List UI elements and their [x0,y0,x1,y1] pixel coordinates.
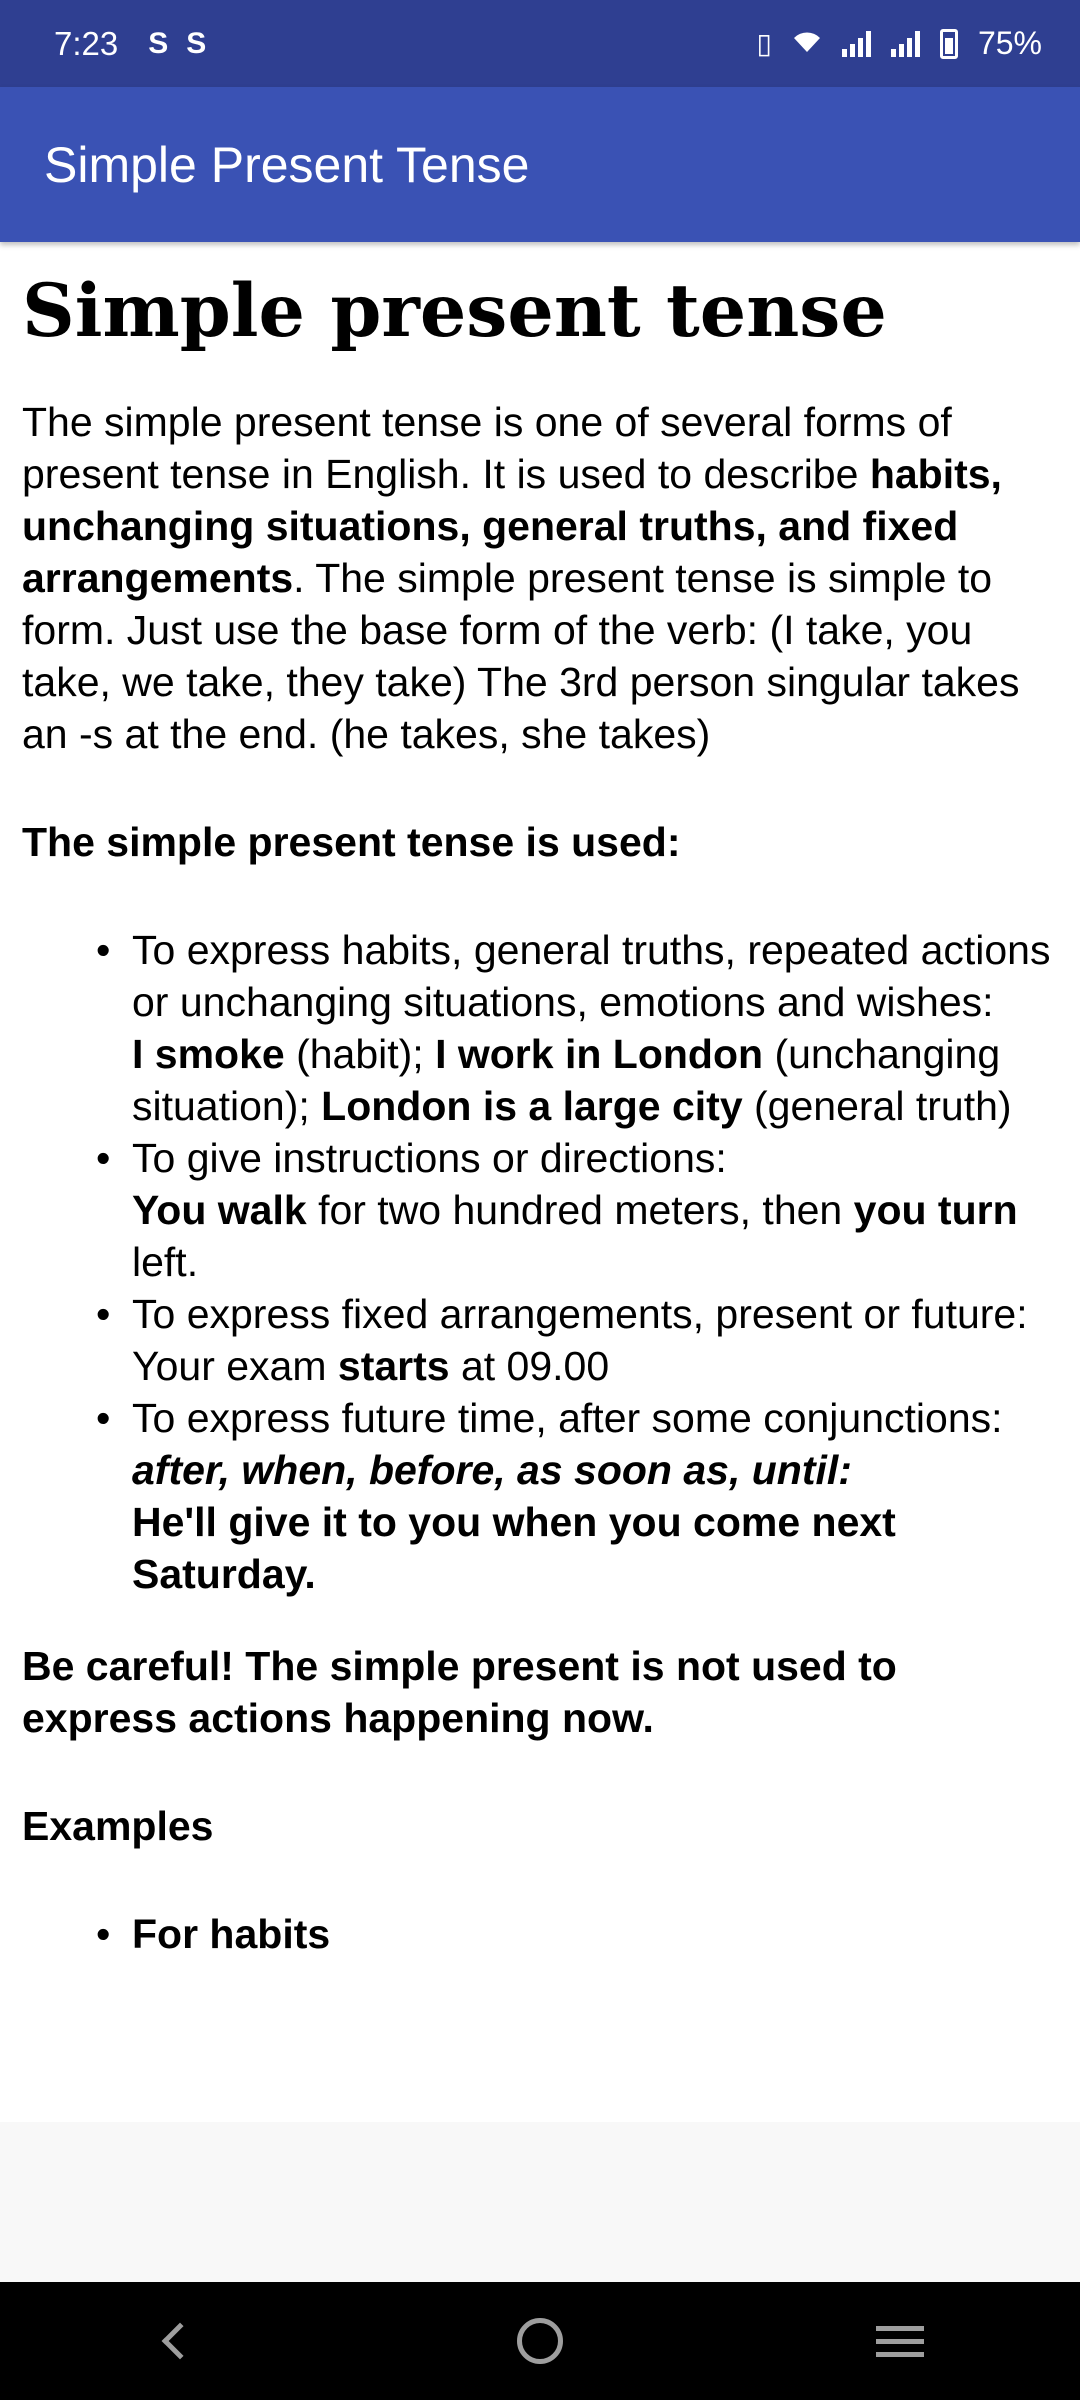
intro-bold: habits, unchanging situations, general truths, and fixed arrangements [22,451,1002,601]
use-description: To give instructions or directions: [132,1135,727,1181]
example-text: at 09.00 [449,1343,610,1389]
list-item [132,1288,1058,1392]
status-time: 7:23 [54,24,119,62]
example-text: left. [132,1239,199,1285]
notification-icon: S [148,26,169,60]
app-bar [0,87,1080,242]
conjunctions-colon: : [838,1447,852,1493]
signal-icon [842,31,871,57]
example-text: (habit); [284,1031,436,1077]
example-bold: He'll give it to you when you come next Saturday. [132,1499,896,1597]
use-description: To express future time, after some conjunctions: [132,1395,1003,1441]
signal-icon [891,31,920,57]
article-content[interactable] [0,242,1080,2122]
navigation-bar [0,2282,1080,2400]
list-item [132,1908,1058,1960]
example-bold: I smoke [132,1031,285,1077]
status-right [757,25,1042,62]
example-text: (general truth) [742,1083,1012,1129]
home-button[interactable] [480,2282,600,2400]
list-item [132,1392,1058,1600]
vibrate-icon: ▯ [756,28,772,59]
battery-percent: 75% [977,25,1042,61]
article-heading: Simple present tense [22,268,887,354]
intro-text: The simple present tense is one of several forms of present tense in English. It is used to describe [22,399,952,497]
used-heading: The simple present tense is used: [22,819,681,865]
blank-area [0,2122,1080,2282]
example-text: (unchanging situation); [132,1031,1001,1129]
conjunctions: after, when, before, as soon as, until [132,1447,839,1493]
example-bold: London is a large city [321,1083,743,1129]
intro-text: . The simple present tense is simple to form. Just use the base form of the verb: (I take, you take, we take, they take) The 3rd person singular takes an -s at the end. (he takes, she takes) [22,555,1020,757]
example-text: Your exam [132,1343,338,1389]
example-bold: You walk [132,1187,307,1233]
use-description: To express habits, general truths, repeated actions or unchanging situations, emotions and wishes: [132,927,1051,1025]
notification-icon: S [186,26,207,60]
use-description: To express fixed arrangements, present or future: [132,1291,1028,1337]
list-item [132,924,1058,1132]
example-text: for two hundred meters, then [306,1187,854,1233]
intro-paragraph [22,396,1058,760]
wifi-icon [792,25,822,62]
examples-list [22,1908,1058,1960]
example-bold: I work in London [435,1031,764,1077]
example-bold: you turn [853,1187,1018,1233]
back-button[interactable] [120,2282,240,2400]
notification-icons [148,27,206,61]
example-bold: starts [337,1343,450,1389]
list-item [132,1132,1058,1288]
status-left [54,25,206,63]
home-icon [517,2318,563,2364]
example-category: For habits [132,1911,331,1957]
app-title: Simple Present Tense [44,136,530,193]
uses-list [22,924,1058,1600]
examples-heading: Examples [22,1803,214,1849]
battery-icon [940,29,958,59]
recents-button[interactable] [840,2282,960,2400]
status-bar [0,0,1080,87]
recents-icon [876,2326,924,2357]
careful-note: Be careful! The simple present is not used to express actions happening now. [22,1643,897,1741]
back-icon [162,2323,199,2360]
